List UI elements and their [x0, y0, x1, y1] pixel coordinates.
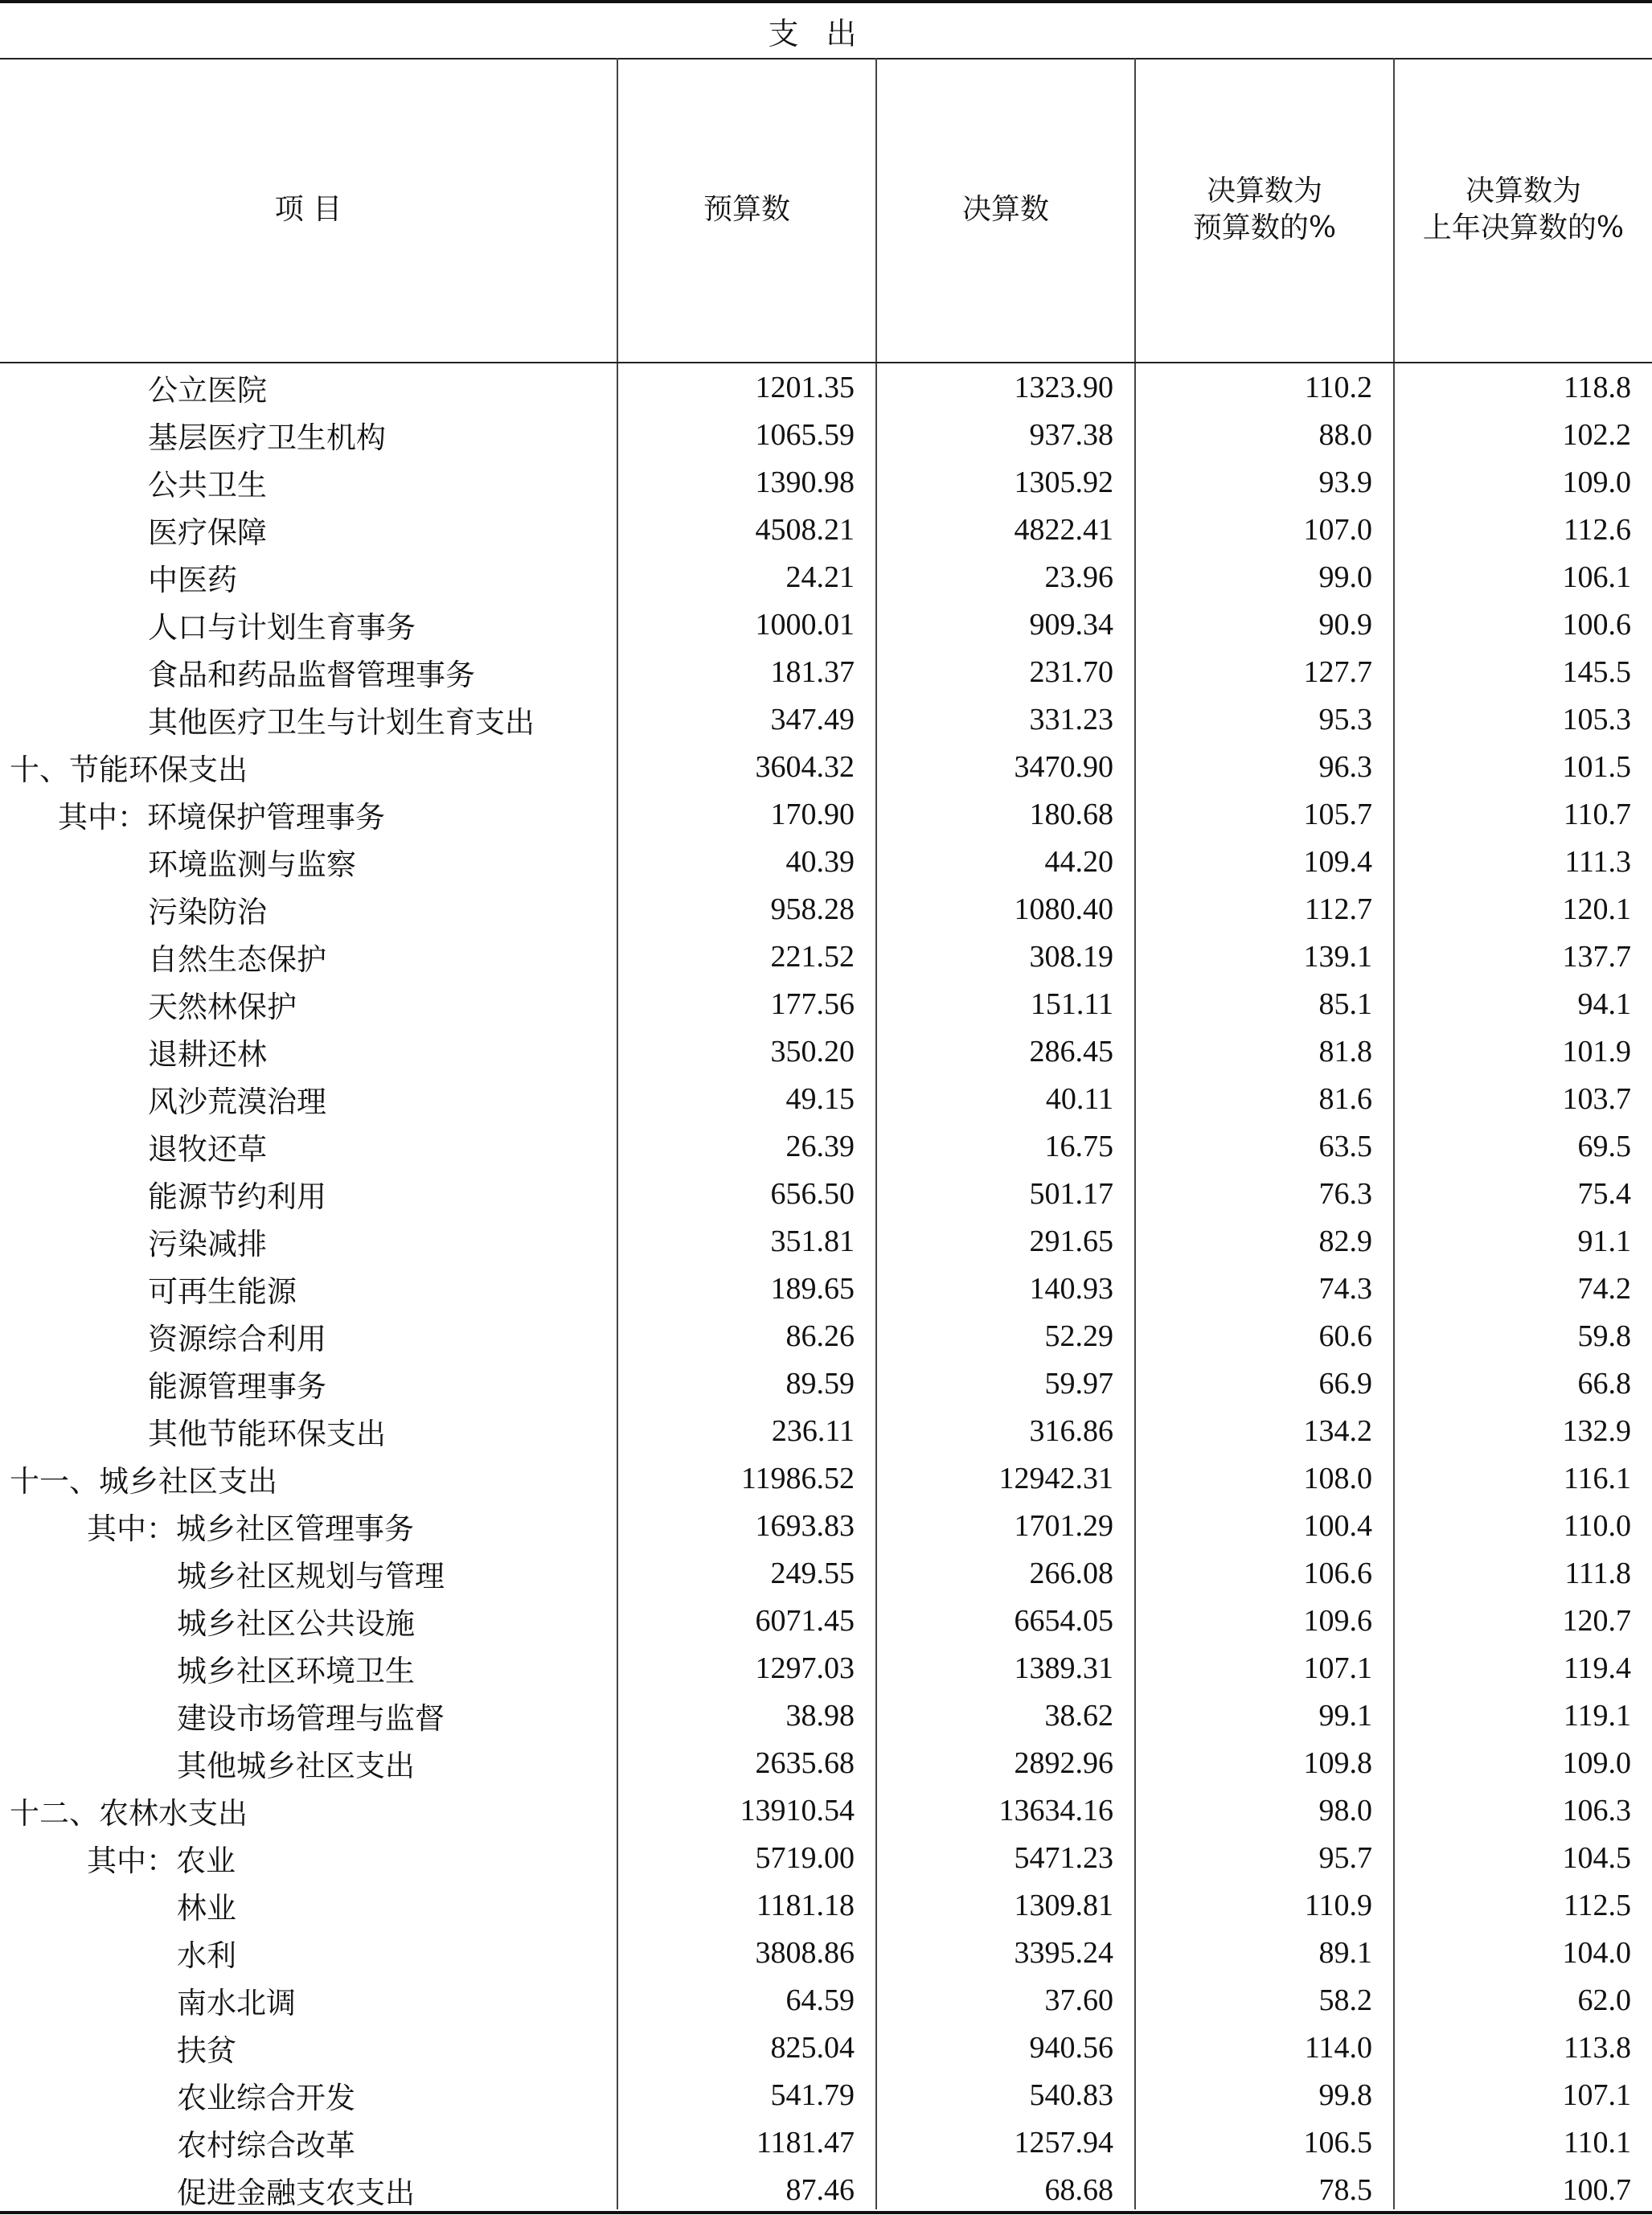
row-pct-budget-value: 74.3: [1318, 1271, 1372, 1306]
row-pct-last-year-value: 66.8: [1577, 1366, 1631, 1401]
row-item-name: 南水北调: [177, 1985, 296, 2020]
row-final-value: 540.83: [1029, 2078, 1113, 2112]
row-pct-budget-value: 112.7: [1304, 892, 1372, 926]
table-row: [0, 648, 1652, 695]
row-budget-value: 351.81: [770, 1224, 855, 1258]
row-item-name: 水利: [177, 1938, 236, 1973]
table-row: [0, 363, 1652, 411]
row-final-value: 151.11: [1030, 986, 1113, 1021]
table-row: [0, 506, 1652, 553]
table-row: [0, 1549, 1652, 1597]
row-final-value: 308.19: [1029, 939, 1113, 974]
row-final-value: 6654.05: [1014, 1603, 1113, 1638]
row-pct-last-year-value: 112.6: [1563, 512, 1631, 547]
row-pct-budget-value: 63.5: [1318, 1129, 1372, 1163]
row-pct-last-year-value: 104.5: [1562, 1840, 1631, 1875]
row-budget-value: 181.37: [770, 654, 855, 689]
row-pct-last-year-value: 120.1: [1562, 892, 1631, 926]
row-final-value: 501.17: [1029, 1176, 1113, 1211]
row-pct-budget-value: 82.9: [1318, 1224, 1372, 1258]
row-final-value: 40.11: [1045, 1081, 1113, 1116]
row-pct-budget-value: 109.6: [1303, 1603, 1372, 1638]
row-budget-value: 2635.68: [755, 1745, 855, 1780]
row-pct-budget-value: 99.8: [1318, 2078, 1372, 2112]
column-divider: [1393, 363, 1395, 2209]
row-budget-value: 24.21: [785, 560, 855, 594]
row-item-name: 公共卫生: [148, 467, 267, 502]
row-budget-value: 3604.32: [755, 749, 855, 784]
table-row: [0, 1692, 1652, 1739]
row-budget-value: 6071.45: [755, 1603, 855, 1638]
row-pct-last-year-value: 137.7: [1562, 939, 1631, 974]
table-row: [0, 1976, 1652, 2024]
table-row: [0, 933, 1652, 980]
row-budget-value: 5719.00: [755, 1840, 855, 1875]
row-budget-value: 86.26: [785, 1319, 855, 1353]
row-item-name: 食品和药品监督管理事务: [148, 657, 475, 692]
table-row: [0, 1122, 1652, 1170]
row-budget-value: 249.55: [770, 1556, 855, 1590]
row-pct-budget-value: 114.0: [1304, 2030, 1372, 2065]
row-pct-budget-value: 98.0: [1318, 1793, 1372, 1827]
row-pct-last-year-value: 106.1: [1562, 560, 1631, 594]
row-final-value: 1305.92: [1014, 465, 1113, 499]
row-pct-last-year-value: 118.8: [1563, 370, 1631, 404]
row-pct-last-year-value: 109.0: [1562, 1745, 1631, 1780]
row-budget-value: 38.98: [785, 1698, 855, 1733]
row-final-value: 180.68: [1029, 797, 1113, 831]
table-row: [0, 1929, 1652, 1976]
row-budget-value: 64.59: [785, 1983, 855, 2017]
row-item-name: 污染防治: [148, 894, 267, 929]
row-budget-value: 236.11: [771, 1413, 855, 1448]
row-item-name: 资源综合利用: [148, 1321, 326, 1356]
row-item-name: 其他城乡社区支出: [177, 1748, 415, 1783]
row-item-name: 风沙荒漠治理: [148, 1084, 326, 1119]
row-final-value: 3470.90: [1014, 749, 1113, 784]
row-pct-last-year-value: 106.3: [1562, 1793, 1631, 1827]
table-row: [0, 1834, 1652, 1881]
table-row: [0, 1360, 1652, 1407]
row-pct-last-year-value: 105.3: [1562, 702, 1631, 736]
row-pct-budget-value: 108.0: [1303, 1461, 1372, 1495]
row-pct-budget-value: 100.4: [1303, 1508, 1372, 1543]
row-item-name: 其中：城乡社区管理事务: [87, 1511, 414, 1546]
row-pct-last-year-value: 120.7: [1562, 1603, 1631, 1638]
row-pct-last-year-value: 110.7: [1563, 797, 1631, 831]
row-item-name: 林业: [177, 1890, 236, 1926]
row-pct-last-year-value: 111.8: [1564, 1556, 1631, 1590]
table-row: [0, 1028, 1652, 1075]
row-pct-last-year-value: 100.7: [1562, 2172, 1631, 2207]
row-budget-value: 1390.98: [755, 465, 855, 499]
row-budget-value: 1000.01: [755, 607, 855, 642]
table-row: [0, 1502, 1652, 1549]
table-row: [0, 1265, 1652, 1312]
header-pct-of-last-year: 决算数为 上年决算数的%: [1393, 58, 1652, 362]
header-budget: 预算数: [617, 58, 875, 362]
row-pct-budget-value: 139.1: [1303, 939, 1372, 974]
row-pct-last-year-value: 62.0: [1577, 1983, 1631, 2017]
row-budget-value: 350.20: [770, 1034, 855, 1069]
column-divider: [617, 363, 618, 2209]
row-pct-budget-value: 95.7: [1318, 1840, 1372, 1875]
row-item-name: 十一、城乡社区支出: [10, 1463, 277, 1499]
row-item-name: 中医药: [148, 562, 237, 597]
row-budget-value: 170.90: [770, 797, 855, 831]
header-pct-of-budget: 决算数为 预算数的%: [1134, 58, 1393, 362]
row-budget-value: 347.49: [770, 702, 855, 736]
row-pct-last-year-value: 101.5: [1562, 749, 1631, 784]
table-row: [0, 1312, 1652, 1360]
row-pct-budget-value: 88.0: [1318, 417, 1372, 452]
row-pct-budget-value: 76.3: [1318, 1176, 1372, 1211]
row-item-name: 扶贫: [177, 2032, 236, 2068]
table-body: [0, 363, 1652, 2209]
table-row: [0, 1454, 1652, 1502]
row-item-name: 环境监测与监察: [148, 847, 356, 882]
row-pct-budget-value: 109.8: [1303, 1745, 1372, 1780]
row-item-name: 其中：环境保护管理事务: [58, 799, 385, 835]
row-pct-last-year-value: 113.8: [1563, 2030, 1631, 2065]
row-item-name: 退耕还林: [148, 1036, 267, 1072]
row-pct-budget-value: 106.5: [1303, 2125, 1372, 2160]
table-row: [0, 1739, 1652, 1786]
row-final-value: 52.29: [1044, 1319, 1113, 1353]
row-budget-value: 1297.03: [755, 1651, 855, 1685]
row-final-value: 68.68: [1044, 2172, 1113, 2207]
row-pct-last-year-value: 145.5: [1562, 654, 1631, 689]
row-pct-last-year-value: 112.5: [1563, 1888, 1631, 1922]
table-row: [0, 1407, 1652, 1454]
table-row: [0, 2166, 1652, 2213]
row-pct-last-year-value: 94.1: [1577, 986, 1631, 1021]
row-pct-budget-value: 105.7: [1303, 797, 1372, 831]
row-budget-value: 1201.35: [755, 370, 855, 404]
row-pct-budget-value: 99.1: [1318, 1698, 1372, 1733]
row-pct-last-year-value: 132.9: [1562, 1413, 1631, 1448]
row-final-value: 13634.16: [998, 1793, 1113, 1827]
row-final-value: 5471.23: [1014, 1840, 1113, 1875]
row-budget-value: 26.39: [785, 1129, 855, 1163]
row-budget-value: 1181.18: [756, 1888, 855, 1922]
row-final-value: 1257.94: [1014, 2125, 1113, 2160]
row-item-name: 自然生态保护: [148, 941, 326, 977]
row-item-name: 其他医疗卫生与计划生育支出: [148, 704, 535, 740]
row-pct-budget-value: 96.3: [1318, 749, 1372, 784]
row-item-name: 十二、农林水支出: [10, 1795, 248, 1831]
header-item: 项 目: [274, 193, 342, 226]
row-item-name: 建设市场管理与监督: [177, 1700, 445, 1736]
row-item-name: 城乡社区环境卫生: [177, 1653, 415, 1688]
row-item-name: 天然林保护: [148, 989, 297, 1024]
row-budget-value: 177.56: [770, 986, 855, 1021]
table-row: [0, 885, 1652, 933]
table-row: [0, 1170, 1652, 1217]
row-final-value: 286.45: [1029, 1034, 1113, 1069]
row-final-value: 59.97: [1044, 1366, 1113, 1401]
header-final-account: 决算数: [875, 58, 1134, 362]
row-final-value: 38.62: [1044, 1698, 1113, 1733]
row-budget-value: 221.52: [770, 939, 855, 974]
row-pct-budget-value: 109.4: [1303, 844, 1372, 879]
table-row: [0, 601, 1652, 648]
row-pct-budget-value: 107.1: [1303, 1651, 1372, 1685]
table-row: [0, 553, 1652, 601]
row-pct-last-year-value: 75.4: [1577, 1176, 1631, 1211]
row-final-value: 316.86: [1029, 1413, 1113, 1448]
row-budget-value: 1181.47: [756, 2125, 855, 2160]
table-row: [0, 1217, 1652, 1265]
row-item-name: 污染减排: [148, 1226, 267, 1261]
row-budget-value: 825.04: [770, 2030, 855, 2065]
row-pct-last-year-value: 101.9: [1562, 1034, 1631, 1069]
row-pct-last-year-value: 59.8: [1577, 1319, 1631, 1353]
row-final-value: 909.34: [1029, 607, 1113, 642]
row-pct-last-year-value: 107.1: [1562, 2078, 1631, 2112]
row-final-value: 940.56: [1029, 2030, 1113, 2065]
table-row: [0, 695, 1652, 743]
row-pct-last-year-value: 91.1: [1577, 1224, 1631, 1258]
table-row: [0, 1881, 1652, 1929]
row-final-value: 1389.31: [1014, 1651, 1113, 1685]
row-final-value: 331.23: [1029, 702, 1113, 736]
row-item-name: 退牧还草: [148, 1131, 267, 1167]
row-final-value: 1323.90: [1014, 370, 1113, 404]
row-final-value: 4822.41: [1014, 512, 1113, 547]
row-item-name: 促进金融支农支出: [177, 2175, 415, 2210]
row-item-name: 能源管理事务: [148, 1368, 326, 1404]
row-final-value: 12942.31: [998, 1461, 1113, 1495]
row-pct-last-year-value: 109.0: [1562, 465, 1631, 499]
table-bottom-rule: [0, 2211, 1652, 2214]
table-row: [0, 790, 1652, 838]
row-pct-budget-value: 106.6: [1303, 1556, 1372, 1590]
table-row: [0, 1597, 1652, 1644]
row-item-name: 基层医疗卫生机构: [148, 420, 386, 455]
row-budget-value: 656.50: [770, 1176, 855, 1211]
row-final-value: 37.60: [1044, 1983, 1113, 2017]
row-budget-value: 49.15: [785, 1081, 855, 1116]
row-pct-last-year-value: 116.1: [1563, 1461, 1631, 1495]
table-header-row: [0, 58, 1652, 363]
table-row: [0, 2024, 1652, 2071]
row-item-name: 医疗保障: [148, 515, 267, 550]
row-pct-budget-value: 66.9: [1318, 1366, 1372, 1401]
table-row: [0, 2071, 1652, 2119]
row-budget-value: 40.39: [785, 844, 855, 879]
row-pct-last-year-value: 103.7: [1562, 1081, 1631, 1116]
row-pct-budget-value: 99.0: [1318, 560, 1372, 594]
row-pct-budget-value: 107.0: [1303, 512, 1372, 547]
row-budget-value: 189.65: [770, 1271, 855, 1306]
row-budget-value: 541.79: [770, 2078, 855, 2112]
table-row: [0, 2119, 1652, 2166]
row-pct-budget-value: 58.2: [1318, 1983, 1372, 2017]
row-item-name: 十、节能环保支出: [10, 752, 248, 787]
row-final-value: 1309.81: [1014, 1888, 1113, 1922]
row-pct-last-year-value: 100.6: [1562, 607, 1631, 642]
row-final-value: 937.38: [1029, 417, 1113, 452]
row-pct-budget-value: 134.2: [1303, 1413, 1372, 1448]
row-budget-value: 11986.52: [740, 1461, 855, 1495]
table-row: [0, 1075, 1652, 1122]
row-item-name: 农村综合改革: [177, 2127, 355, 2163]
row-pct-last-year-value: 110.1: [1563, 2125, 1631, 2160]
column-divider: [1134, 363, 1136, 2209]
row-pct-budget-value: 81.6: [1318, 1081, 1372, 1116]
row-budget-value: 1693.83: [755, 1508, 855, 1543]
row-pct-budget-value: 95.3: [1318, 702, 1372, 736]
row-budget-value: 1065.59: [755, 417, 855, 452]
row-pct-budget-value: 78.5: [1318, 2172, 1372, 2207]
row-budget-value: 13910.54: [740, 1793, 855, 1827]
row-budget-value: 89.59: [785, 1366, 855, 1401]
table-row: [0, 1786, 1652, 1834]
row-item-name: 城乡社区公共设施: [177, 1606, 415, 1641]
table-row: [0, 458, 1652, 506]
row-final-value: 23.96: [1044, 560, 1113, 594]
table-row: [0, 1644, 1652, 1692]
row-item-name: 可再生能源: [148, 1274, 297, 1309]
row-pct-budget-value: 85.1: [1318, 986, 1372, 1021]
row-final-value: 2892.96: [1014, 1745, 1113, 1780]
row-final-value: 1080.40: [1014, 892, 1113, 926]
table-row: [0, 980, 1652, 1028]
row-item-name: 其他节能环保支出: [148, 1416, 386, 1451]
row-pct-last-year-value: 74.2: [1577, 1271, 1631, 1306]
row-pct-budget-value: 90.9: [1318, 607, 1372, 642]
row-item-name: 城乡社区规划与管理: [177, 1558, 445, 1594]
row-item-name: 其中：农业: [87, 1843, 236, 1878]
row-pct-last-year-value: 110.0: [1563, 1508, 1631, 1543]
row-pct-budget-value: 93.9: [1318, 465, 1372, 499]
row-budget-value: 4508.21: [755, 512, 855, 547]
row-final-value: 266.08: [1029, 1556, 1113, 1590]
table-row: [0, 411, 1652, 458]
row-item-name: 人口与计划生育事务: [148, 609, 416, 645]
row-pct-budget-value: 81.8: [1318, 1034, 1372, 1069]
row-pct-budget-value: 110.2: [1304, 370, 1372, 404]
row-item-name: 公立医院: [148, 372, 267, 408]
row-pct-last-year-value: 111.3: [1564, 844, 1631, 879]
row-final-value: 1701.29: [1014, 1508, 1113, 1543]
row-final-value: 16.75: [1044, 1129, 1113, 1163]
row-pct-last-year-value: 102.2: [1562, 417, 1631, 452]
row-pct-last-year-value: 69.5: [1577, 1129, 1631, 1163]
row-final-value: 140.93: [1029, 1271, 1113, 1306]
row-final-value: 44.20: [1044, 844, 1113, 879]
row-budget-value: 87.46: [785, 2172, 855, 2207]
row-final-value: 291.65: [1029, 1224, 1113, 1258]
row-pct-budget-value: 60.6: [1318, 1319, 1372, 1353]
table-title: 支出: [0, 3, 1652, 59]
table-row: [0, 743, 1652, 790]
row-final-value: 231.70: [1029, 654, 1113, 689]
row-pct-budget-value: 127.7: [1303, 654, 1372, 689]
table-row: [0, 838, 1652, 885]
row-budget-value: 3808.86: [755, 1935, 855, 1970]
row-pct-last-year-value: 119.4: [1563, 1651, 1631, 1685]
row-final-value: 3395.24: [1014, 1935, 1113, 1970]
row-item-name: 农业综合开发: [177, 2080, 355, 2115]
row-pct-last-year-value: 119.1: [1563, 1698, 1631, 1733]
column-divider: [875, 363, 877, 2209]
row-pct-last-year-value: 104.0: [1562, 1935, 1631, 1970]
row-pct-budget-value: 89.1: [1318, 1935, 1372, 1970]
row-pct-budget-value: 110.9: [1304, 1888, 1372, 1922]
row-item-name: 能源节约利用: [148, 1179, 326, 1214]
row-budget-value: 958.28: [770, 892, 855, 926]
